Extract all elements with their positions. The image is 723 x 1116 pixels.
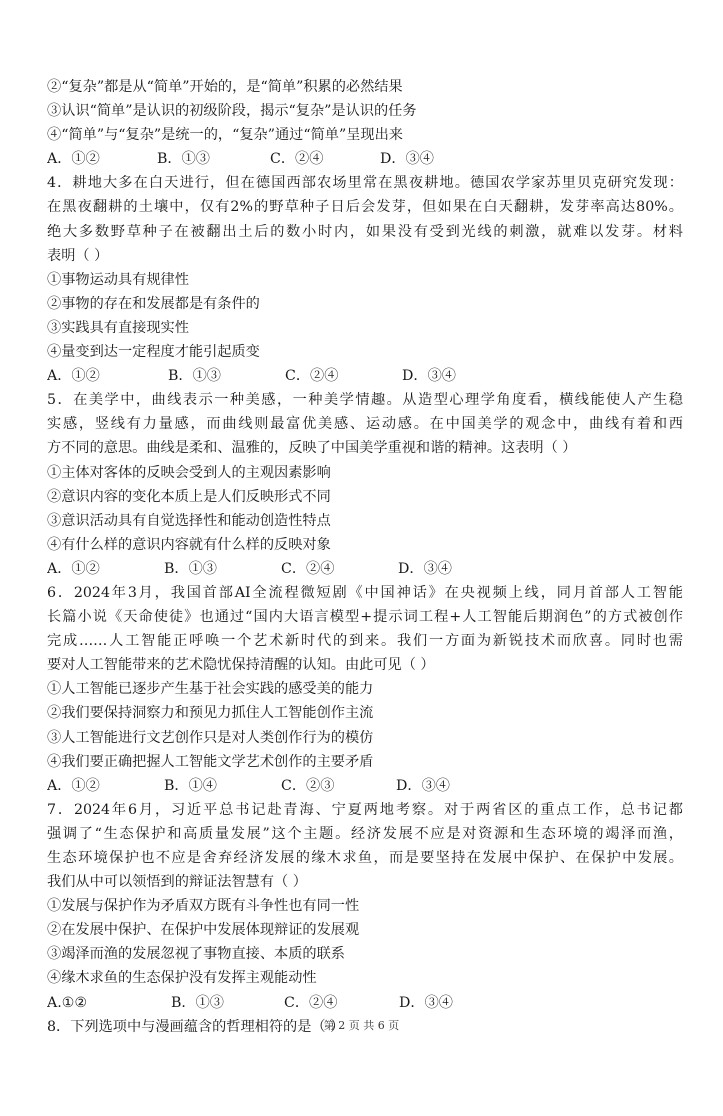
text-line: 表明（ ） [47, 247, 109, 264]
text-line: 6．2024年3月，我国首部AI全流程微短剧《中国神话》在央视频上线，同月首部人工智能 [47, 584, 683, 601]
text-line: 完成……人工智能正呼唤一个艺术新时代的到来。我们一方面为新锐技术而欣喜。同时也需 [47, 633, 683, 650]
text-line: ①人工智能已逐步产生基于社会实践的感受美的能力 [47, 681, 374, 698]
answer-options-row [47, 557, 683, 581]
text-line: ②我们要保持洞察力和预见力抓住人工智能创作主流 [47, 705, 374, 722]
answer-option: A．①② [47, 151, 100, 168]
text-line: 长篇小说《天命使徒》也通过“国内大语言模型+提示词工程+人工智能后期润色”的方式被创作 [47, 609, 683, 626]
text-line: 强调了“生态保护和高质量发展”这个主题。经济发展不应是对资源和生态环境的竭泽而渔， [47, 825, 683, 842]
answer-options-row [47, 364, 683, 388]
text-line: ①发展与保护作为矛盾双方既有斗争性也有同一性 [47, 898, 360, 915]
answer-option: A．①② [47, 560, 100, 577]
answer-options-row [47, 774, 683, 798]
text-line: 实感，竖线有力量感，而曲线则最富优美感、运动感。在中国美学的观念中，曲线有着和西 [47, 416, 683, 433]
text-line: 7．2024年6月，习近平总书记赴青海、宁夏两地考察。对于两省区的重点工作，总书记都 [47, 801, 683, 818]
answer-option: B．①④ [164, 777, 217, 794]
text-line: 绝大多数野草种子在被翻出土后的数小时内，如果没有受到光线的刺激，就难以发芽。材料 [47, 223, 683, 240]
text-line: 我们从中可以领悟到的辩证法智慧有（ ） [47, 874, 307, 891]
text-line: ③竭泽而渔的发展忽视了事物直接、本质的联系 [47, 946, 345, 963]
text-line: ④“简单”与“复杂”是统一的，“复杂”通过“简单”呈现出来 [47, 127, 403, 144]
answer-option: D．③④ [399, 994, 453, 1011]
answer-option: A．①② [47, 777, 100, 794]
answer-options-row [47, 991, 683, 1015]
text-line: 5．在美学中，曲线表示一种美感，一种美学情趣。从造型心理学角度看，横线能使人产生稳 [47, 392, 683, 409]
text-line: ①事物运动具有规律性 [47, 271, 189, 288]
answer-option: D．③④ [402, 368, 456, 385]
answer-option: C．②④ [285, 368, 339, 385]
answer-option: B．①③ [157, 151, 210, 168]
answer-option: B．①③ [168, 368, 221, 385]
text-line: ②“复杂”都是从“简单”开始的，是“简单”积累的必然结果 [47, 79, 403, 95]
text-line: ④有什么样的意识内容就有什么样的反映对象 [47, 536, 331, 553]
answer-option: C．②③ [281, 777, 335, 794]
text-line: 方不同的意思。曲线是柔和、温雅的，反映了中国美学重视和谐的精神。这表明（ ） [47, 440, 577, 457]
answer-option: B．①③ [171, 994, 224, 1011]
text-line: ④量变到达一定程度才能引起质变 [47, 344, 260, 361]
answer-option: A．①② [47, 368, 100, 385]
answer-option: D．③④ [396, 777, 450, 794]
answer-option: C．②④ [284, 994, 338, 1011]
answer-option: D．③④ [380, 151, 434, 168]
answer-options-row [47, 147, 683, 171]
text-line: ①主体对客体的反映会受到人的主观因素影响 [47, 464, 331, 481]
text-line: ③人工智能进行文艺创作只是对人类创作行为的模仿 [47, 729, 374, 746]
answer-option: C．②④ [281, 560, 335, 577]
text-line: ③认识“简单”是认识的初级阶段，揭示“复杂”是认识的任务 [47, 103, 417, 120]
page-footer: 第 2 页 共 6 页 [323, 1019, 400, 1032]
text-line: 在黑夜翻耕的土壤中，仅有2%的野草种子日后会发芽，但如果在白天翻耕，发芽率高达80%。 [47, 199, 683, 216]
text-line: ③意识活动具有自觉选择性和能动创造性特点 [47, 512, 331, 529]
question-text-body [47, 75, 683, 1039]
text-line: ②在发展中保护、在保护中发展体现辩证的发展观 [47, 922, 360, 939]
answer-option: D．③④ [398, 560, 452, 577]
answer-option: B．①③ [164, 560, 217, 577]
text-line: ②意识内容的变化本质上是人们反映形式不同 [47, 488, 331, 505]
text-line: ③实践具有直接现实性 [47, 319, 189, 336]
answer-option: C．②④ [270, 151, 324, 168]
text-line: 4．耕地大多在白天进行，但在德国西部农场里常在黑夜耕地。德国农学家苏里贝克研究发现： [47, 175, 683, 192]
text-line: ②事物的存在和发展都是有条件的 [47, 295, 260, 312]
text-line: 生态环境保护也不应是舍弃经济发展的缘木求鱼，而是要坚持在发展中保护、在保护中发展。 [47, 850, 683, 866]
text-line: ④我们要正确把握人工智能文学艺术创作的主要矛盾 [47, 753, 374, 770]
answer-option: A.①② [47, 994, 88, 1011]
text-line: ④缘木求鱼的生态保护没有发挥主观能动性 [47, 970, 317, 987]
text-line: 要对人工智能带来的艺术隐忧保持清醒的认知。由此可见（ ） [47, 657, 435, 674]
text-line: 8．下列选项中与漫画蕴含的哲理相符的是（ ） [47, 1018, 345, 1035]
